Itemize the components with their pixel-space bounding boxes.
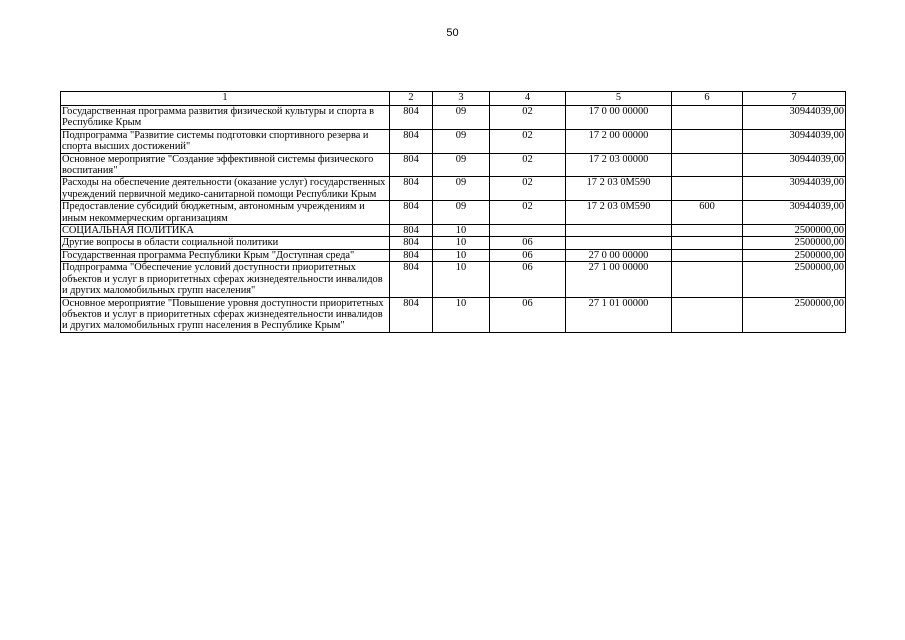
page-number: 50 (446, 27, 459, 39)
row-target: 27 1 00 00000 (566, 262, 672, 297)
table-row (61, 153, 846, 177)
row-target: 27 1 01 00000 (566, 297, 672, 332)
row-subsection: 06 (490, 237, 566, 249)
row-target (566, 225, 672, 237)
row-target: 27 0 00 00000 (566, 249, 672, 261)
row-code: 804 (390, 201, 433, 225)
row-name: Государственная программа развития физической культуры и спорта в Республике Крым (61, 106, 390, 130)
row-subsection: 06 (490, 262, 566, 297)
row-subsection (490, 225, 566, 237)
row-subsection: 02 (490, 153, 566, 177)
row-amount: 30944039,00 (743, 129, 846, 153)
row-amount: 30944039,00 (743, 106, 846, 130)
row-subsection: 02 (490, 106, 566, 130)
row-code: 804 (390, 237, 433, 249)
row-name: Подпрограмма "Обеспечение условий доступности приоритетных объектов и услуг в приоритетных сферах жизнедеятельности инвалидов и других маломобильных групп населения" (61, 262, 390, 297)
row-name: Расходы на обеспечение деятельности (оказание услуг) государственных учреждений первичной медико-санитарной помощи Республики Крым (61, 177, 390, 201)
row-section: 09 (433, 129, 490, 153)
row-amount: 2500000,00 (743, 262, 846, 297)
row-type (672, 177, 743, 201)
row-code: 804 (390, 177, 433, 201)
row-name: Другие вопросы в области социальной политики (61, 237, 390, 249)
row-target: 17 2 03 00000 (566, 153, 672, 177)
row-subsection: 02 (490, 129, 566, 153)
table-row (61, 225, 846, 237)
table-row (61, 106, 846, 130)
row-section: 10 (433, 262, 490, 297)
table-row (61, 237, 846, 249)
table-row (61, 297, 846, 332)
table-row (61, 201, 846, 225)
budget-table (60, 91, 846, 333)
row-name: Государственная программа Республики Крым "Доступная среда" (61, 249, 390, 261)
row-target: 17 2 03 0М590 (566, 177, 672, 201)
row-amount: 30944039,00 (743, 153, 846, 177)
header-cell: 2 (390, 92, 433, 106)
row-code: 804 (390, 153, 433, 177)
row-name: Предоставление субсидий бюджетным, автономным учреждениям и иным некоммерческим организациям (61, 201, 390, 225)
row-target: 17 0 00 00000 (566, 106, 672, 130)
row-name: Основное мероприятие "Создание эффективной системы физического воспитания" (61, 153, 390, 177)
row-section: 09 (433, 153, 490, 177)
header-cell: 1 (61, 92, 390, 106)
row-type (672, 249, 743, 261)
row-subsection: 02 (490, 177, 566, 201)
row-amount: 30944039,00 (743, 201, 846, 225)
header-cell: 5 (566, 92, 672, 106)
row-type (672, 225, 743, 237)
row-section: 09 (433, 106, 490, 130)
row-type (672, 297, 743, 332)
row-section: 10 (433, 297, 490, 332)
row-amount: 2500000,00 (743, 237, 846, 249)
row-subsection: 06 (490, 249, 566, 261)
row-code: 804 (390, 106, 433, 130)
row-amount: 30944039,00 (743, 177, 846, 201)
row-type (672, 153, 743, 177)
row-name: СОЦИАЛЬНАЯ ПОЛИТИКА (61, 225, 390, 237)
row-subsection: 06 (490, 297, 566, 332)
header-cell: 7 (743, 92, 846, 106)
row-name: Подпрограмма "Развитие системы подготовки спортивного резерва и спорта высших достижений" (61, 129, 390, 153)
header-row (61, 92, 846, 106)
table-row (61, 249, 846, 261)
row-section: 10 (433, 237, 490, 249)
row-type (672, 106, 743, 130)
row-code: 804 (390, 249, 433, 261)
header-cell: 6 (672, 92, 743, 106)
row-type (672, 237, 743, 249)
row-subsection: 02 (490, 201, 566, 225)
row-type: 600 (672, 201, 743, 225)
row-section: 10 (433, 225, 490, 237)
row-type (672, 262, 743, 297)
row-target: 17 2 00 00000 (566, 129, 672, 153)
header-cell: 4 (490, 92, 566, 106)
table-row (61, 129, 846, 153)
row-code: 804 (390, 297, 433, 332)
row-type (672, 129, 743, 153)
row-amount: 2500000,00 (743, 297, 846, 332)
row-section: 10 (433, 249, 490, 261)
row-amount: 2500000,00 (743, 225, 846, 237)
row-name: Основное мероприятие "Повышение уровня доступности приоритетных объектов и услуг в приоритетных сферах жизнедеятельности инвалидов и других маломобильных групп населения в Республике Крым" (61, 297, 390, 332)
table-row (61, 262, 846, 297)
table-row (61, 177, 846, 201)
row-section: 09 (433, 177, 490, 201)
row-target: 17 2 03 0М590 (566, 201, 672, 225)
header-cell: 3 (433, 92, 490, 106)
row-code: 804 (390, 262, 433, 297)
row-code: 804 (390, 129, 433, 153)
row-code: 804 (390, 225, 433, 237)
row-target (566, 237, 672, 249)
row-amount: 2500000,00 (743, 249, 846, 261)
row-section: 09 (433, 201, 490, 225)
